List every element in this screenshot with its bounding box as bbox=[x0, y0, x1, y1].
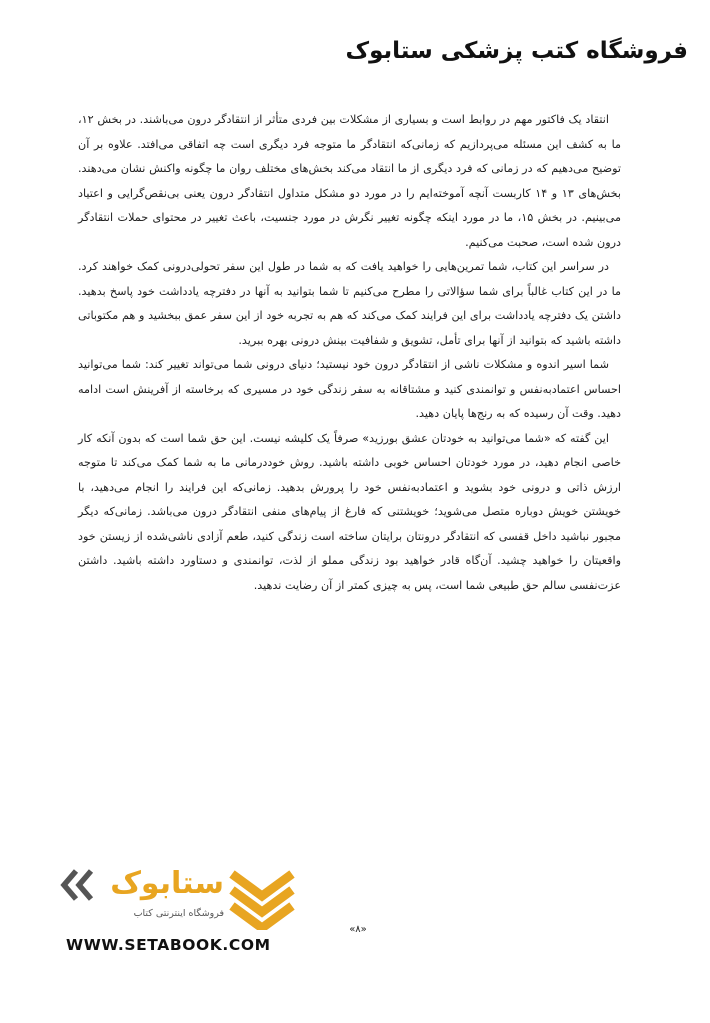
paragraph: انتقاد یک فاکتور مهم در روابط است و بسیاری از مشکلات بین فردی متأثر از انتقادگر درون می‌باشند. در بخش ۱۲، ما به کشف این مسئله می‌پردازیم که زمانی‌که انتقادگر ما متوجه فرد دیگری است چه اتفاقی می‌افتد. علاوه بر آن توضیح می‌دهیم که در زمانی که فرد دیگری از ما انتقاد می‌کند بخش‌های مختلف روان ما چگونه واکنش نشان می‌دهند. بخش‌های ۱۳ و ۱۴ کاربست آنچه آموخته‌ایم را در مورد دو مشکل متداول انتقادگر درون یعنی بی‌نقص‌گرایی و اعتیاد می‌بینیم. در بخش ۱۵، ما در مورد اینکه چگونه تغییر نگرش در مورد جنسیت، باعث تغییر در محتوای حملات انتقادگر درون شده است، صحبت می‌کنیم. bbox=[78, 113, 622, 249]
body-text bbox=[78, 108, 621, 598]
page-title: فروشگاه کتب پزشکی ستابوک bbox=[345, 38, 688, 64]
paragraph: این گفته که «شما می‌توانید به خودتان عشق بورزید» صرفاً یک کلیشه نیست. این حق شما است که بدون آنکه کار خاصی انجام دهید، در مورد خودتان احساس خوبی داشته باشید. روش خوددرمانی ما به شما کمک می‌کند تا متوجه ارزش ذاتی و درونی خود بشوید و اعتمادبه‌نفس خود را پرورش بدهید. زمانی‌که این فرایند را انجام می‌دهید، با خویشتن خویش دوباره متصل می‌شوید؛ خویشتنی که فارغ از پیام‌های منفی انتقادگر درون می‌باشد. زمانی‌که دیگر مجبور نباشید داخل قفسی که انتقادگر درونتان برایتان ساخته است زندگی کنید، طعم آزادی ناشی‌شده از زیستن خود واقعیتان را خواهید چشید. آن‌گاه قادر خواهید بود زندگی مملو از لذت، توانمندی و دستاورد داشته باشید. داشتن عزت‌نفسی سالم حق طبیعی شما است، پس به چیزی کمتر از آن رضایت ندهید. bbox=[78, 431, 621, 592]
paragraph: شما اسیر اندوه و مشکلات ناشی از انتقادگر درون خود نیستید؛ دنیای درونی شما می‌تواند تغییر کند: شما می‌توانید احساس اعتمادبه‌نفس و توانمندی کنید و مشتاقانه به سفر زندگی خود در مسیری که برخاسته از آفرینش است ادامه دهید. وقت آن رسیده که به رنج‌ها پایان دهید. bbox=[78, 358, 621, 420]
logo-url: WWW.SETABOOK.COM bbox=[66, 936, 271, 954]
publisher-logo bbox=[60, 862, 310, 962]
logo-name: ستابوک bbox=[110, 866, 224, 901]
page-number: «۸» bbox=[349, 924, 367, 935]
book-stack-icon bbox=[228, 862, 296, 930]
paragraph: در سراسر این کتاب، شما تمرین‌هایی را خواهید یافت که به شما در طول این سفر تحولی‌درونی کمک خواهند کرد. ما در این کتاب غالباً برای شما سؤالاتی را مطرح می‌کنیم تا شما بتوانید به آنها در دفترچه یادداشت خود پاسخ بدهید. داشتن یک دفترچه یادداشت برای این فرایند کمک می‌کند که هم به تجربه خود از این سفر عمق ببخشید و هم مکتوباتی داشته باشید که بتوانید از آنها برای تأمل، تشویق و شفافیت بینش درونی بهره ببرید. bbox=[78, 260, 621, 347]
logo-tagline: فروشگاه اینترنتی کتاب bbox=[133, 908, 224, 919]
